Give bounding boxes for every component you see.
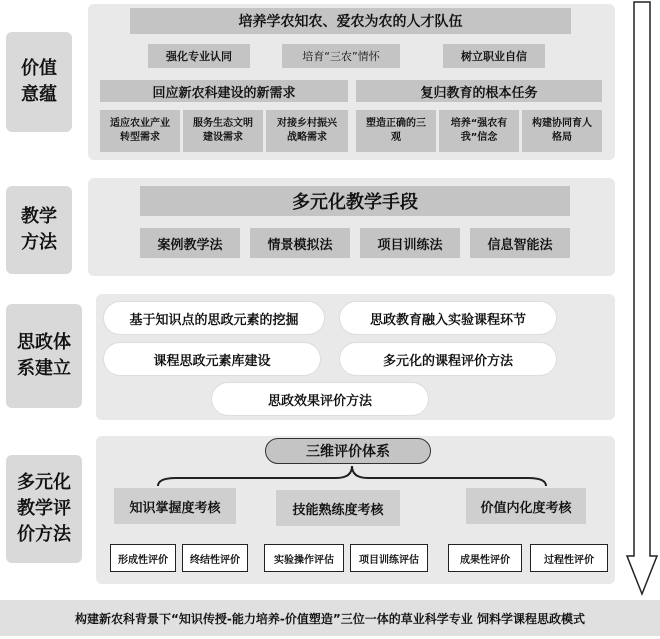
teaching-item-4: 信息智能法 bbox=[470, 228, 570, 258]
teaching-item-1: 案例教学法 bbox=[140, 228, 240, 258]
label-ideology-system: 思政体 系建立 bbox=[6, 304, 82, 408]
teaching-item-3: 项目训练法 bbox=[360, 228, 460, 258]
value-left-item-2: 服务生态文明 建设需求 bbox=[183, 110, 263, 152]
value-top-title: 培养学农知农、爱农为农的人才队伍 bbox=[130, 8, 571, 34]
teaching-title: 多元化教学手段 bbox=[140, 186, 570, 216]
ideology-item-5: 思政效果评价方法 bbox=[212, 383, 428, 415]
evaluation-group-3: 价值内化度考核 bbox=[466, 488, 586, 524]
value-left-item-3: 对接乡村振兴 战略需求 bbox=[266, 110, 348, 152]
ideology-item-1: 基于知识点的思政元素的挖掘 bbox=[104, 302, 324, 334]
value-left-item-1: 适应农业产业 转型需求 bbox=[100, 110, 180, 152]
evaluation-item-4: 项目训练评估 bbox=[350, 544, 428, 572]
value-top-item-3: 树立职业自信 bbox=[443, 44, 545, 68]
footer-conclusion: 构建新农科背景下“知识传授-能力培养-价值塑造”三位一体的草业科学专业 饲料学课程思政模式 bbox=[0, 600, 660, 636]
value-top-item-2: 培育“三农”情怀 bbox=[282, 44, 400, 68]
label-value-meaning: 价值 意蕴 bbox=[6, 32, 72, 132]
ideology-item-2: 思政教育融入实验课程环节 bbox=[340, 302, 556, 334]
evaluation-title: 三维评价体系 bbox=[265, 438, 431, 464]
value-right-item-3: 构建协同育人 格局 bbox=[522, 110, 602, 152]
value-top-item-1: 强化专业认同 bbox=[148, 44, 250, 68]
evaluation-item-3: 实验操作评估 bbox=[264, 544, 344, 572]
evaluation-group-2: 技能熟练度考核 bbox=[276, 490, 400, 526]
ideology-item-4: 多元化的课程评价方法 bbox=[340, 343, 556, 375]
evaluation-item-1: 形成性评价 bbox=[110, 544, 176, 572]
teaching-item-2: 情景模拟法 bbox=[250, 228, 350, 258]
value-right-item-2: 培养“强农有 我”信念 bbox=[439, 110, 519, 152]
value-right-item-1: 塑造正确的三 观 bbox=[356, 110, 436, 152]
value-left-title: 回应新农科建设的新需求 bbox=[100, 80, 348, 102]
label-teaching-method: 教学 方法 bbox=[6, 186, 72, 274]
down-arrow-icon bbox=[624, 0, 660, 600]
ideology-item-3: 课程思政元素库建设 bbox=[104, 343, 320, 375]
evaluation-item-5: 成果性评价 bbox=[448, 544, 522, 572]
value-right-title: 复归教育的根本任务 bbox=[356, 80, 602, 102]
evaluation-item-2: 终结性评价 bbox=[182, 544, 248, 572]
evaluation-item-6: 过程性评价 bbox=[530, 544, 608, 572]
label-evaluation-method: 多元化 教学评 价方法 bbox=[6, 455, 82, 563]
evaluation-group-1: 知识掌握度考核 bbox=[114, 488, 236, 524]
